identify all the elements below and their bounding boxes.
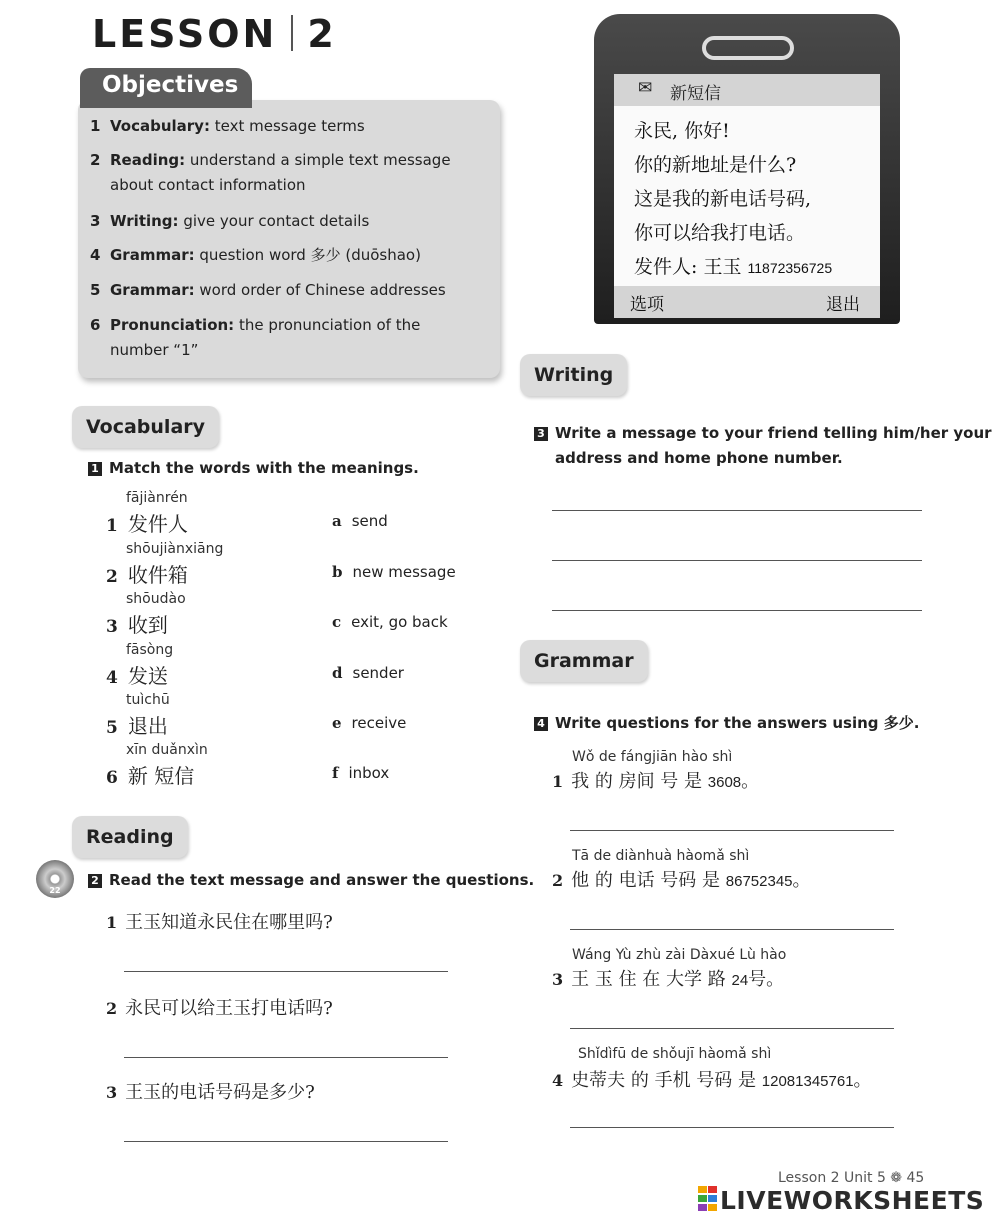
objective-item: 3 Writing: give your contact details [90, 212, 370, 230]
audio-cd-icon[interactable]: 22 [36, 860, 74, 898]
message-line: 永民, 你好! [634, 120, 730, 142]
vocab-pinyin: fājiànrén [126, 490, 188, 506]
vocab-pinyin: shōujiànxiāng [126, 541, 224, 557]
vocab-meaning: b new message [332, 563, 456, 581]
grammar-instruction: 4 Write questions for the answers using 多少. [534, 711, 919, 736]
objective-item: 5 Grammar: word order of Chinese addresses [90, 281, 446, 299]
answer-line[interactable] [570, 1028, 894, 1029]
answer-line[interactable] [570, 1127, 894, 1128]
answer-line[interactable] [124, 1057, 448, 1058]
vocab-word: 3 收到 [106, 613, 168, 637]
answer-line[interactable] [570, 929, 894, 930]
writing-instruction: 3 Write a message to your friend telling him/her your address and home phone number. [534, 421, 992, 471]
answer-line[interactable] [552, 560, 922, 561]
vocabulary-instruction: 1 Match the words with the meanings. [88, 456, 419, 481]
vocab-word: 6 新 短信 [106, 764, 195, 788]
answer-line[interactable] [124, 971, 448, 972]
grammar-heading: Grammar [520, 640, 648, 682]
title-divider [291, 15, 293, 51]
objective-item: 6 Pronunciation: the pronunciation of the number “1” [90, 316, 421, 359]
liveworksheets-logo-icon [698, 1186, 718, 1212]
lesson-word: LESSON [92, 12, 278, 56]
answer-line[interactable] [552, 610, 922, 611]
phone-softkey-bar [614, 286, 880, 318]
vocab-word: 1 发件人 [106, 512, 188, 536]
grammar-sentence: 2 他 的 电话 号码 是 86752345。 [552, 870, 811, 891]
lesson-number: 2 [307, 12, 337, 56]
vocab-word: 2 收件箱 [106, 563, 188, 587]
answer-line[interactable] [552, 510, 922, 511]
answer-line[interactable] [570, 830, 894, 831]
grammar-pinyin: Tā de diànhuà hàomǎ shì [572, 848, 750, 864]
message-line: 你的新地址是什么? [634, 154, 797, 176]
phone-screen-header [614, 74, 880, 106]
exit-softkey[interactable]: 退出 [826, 295, 860, 315]
vocab-word: 4 发送 [106, 664, 168, 688]
objective-item: 4 Grammar: question word 多少 (duōshao) [90, 246, 421, 264]
reading-question: 3 王玉的电话号码是多少? [106, 1082, 315, 1103]
message-sender: 发件人: 王玉 11872356725 [634, 256, 833, 278]
vocab-pinyin: tuìchū [126, 692, 170, 708]
message-line: 你可以给我打电话。 [634, 222, 806, 244]
liveworksheets-brand[interactable] [698, 1186, 984, 1215]
vocab-meaning: e receive [332, 714, 407, 732]
grammar-pinyin: Wáng Yù zhù zài Dàxué Lù hào [572, 947, 787, 963]
reading-question: 1 王玉知道永民住在哪里吗? [106, 912, 333, 933]
page-footer: Lesson 2 Unit 5 ❁ 45 [778, 1170, 925, 1186]
vocab-pinyin: shōudào [126, 591, 186, 607]
reading-question: 2 永民可以给王玉打电话吗? [106, 998, 333, 1019]
vocab-meaning: a send [332, 512, 388, 530]
grammar-pinyin: Shǐdìfū de shǒujī hàomǎ shì [578, 1046, 772, 1062]
grammar-sentence: 3 王 玉 住 在 大学 路 24号。 [552, 969, 785, 990]
vocabulary-heading: Vocabulary [72, 406, 219, 448]
objectives-heading: Objectives [80, 68, 252, 108]
vocab-meaning: c exit, go back [332, 613, 448, 631]
lesson-title [92, 12, 337, 56]
objective-item: 2 Reading: understand a simple text message about contact information [90, 151, 451, 194]
answer-line[interactable] [124, 1141, 448, 1142]
objective-item: 1 Vocabulary: text message terms [90, 117, 365, 135]
writing-heading: Writing [520, 354, 627, 396]
vocab-meaning: d sender [332, 664, 404, 682]
phone-speaker [702, 36, 794, 60]
vocab-pinyin: fāsòng [126, 642, 174, 658]
new-message-label: 新短信 [670, 84, 721, 104]
envelope-icon: ✉ [638, 78, 653, 98]
reading-instruction: 2 Read the text message and answer the questions. [88, 868, 534, 893]
brand-name: LIVEWORKSHEETS [720, 1186, 985, 1215]
vocab-word: 5 退出 [106, 714, 168, 738]
grammar-sentence: 1 我 的 房间 号 是 3608。 [552, 771, 760, 792]
reading-heading: Reading [72, 816, 188, 858]
options-softkey[interactable]: 选项 [630, 295, 664, 315]
message-line: 这是我的新电话号码, [634, 188, 812, 210]
vocab-pinyin: xīn duǎnxìn [126, 742, 208, 758]
grammar-pinyin: Wǒ de fángjiān hào shì [572, 749, 733, 765]
vocab-meaning: f inbox [332, 764, 390, 782]
grammar-sentence: 4 史蒂夫 的 手机 号码 是 12081345761。 [552, 1070, 872, 1091]
